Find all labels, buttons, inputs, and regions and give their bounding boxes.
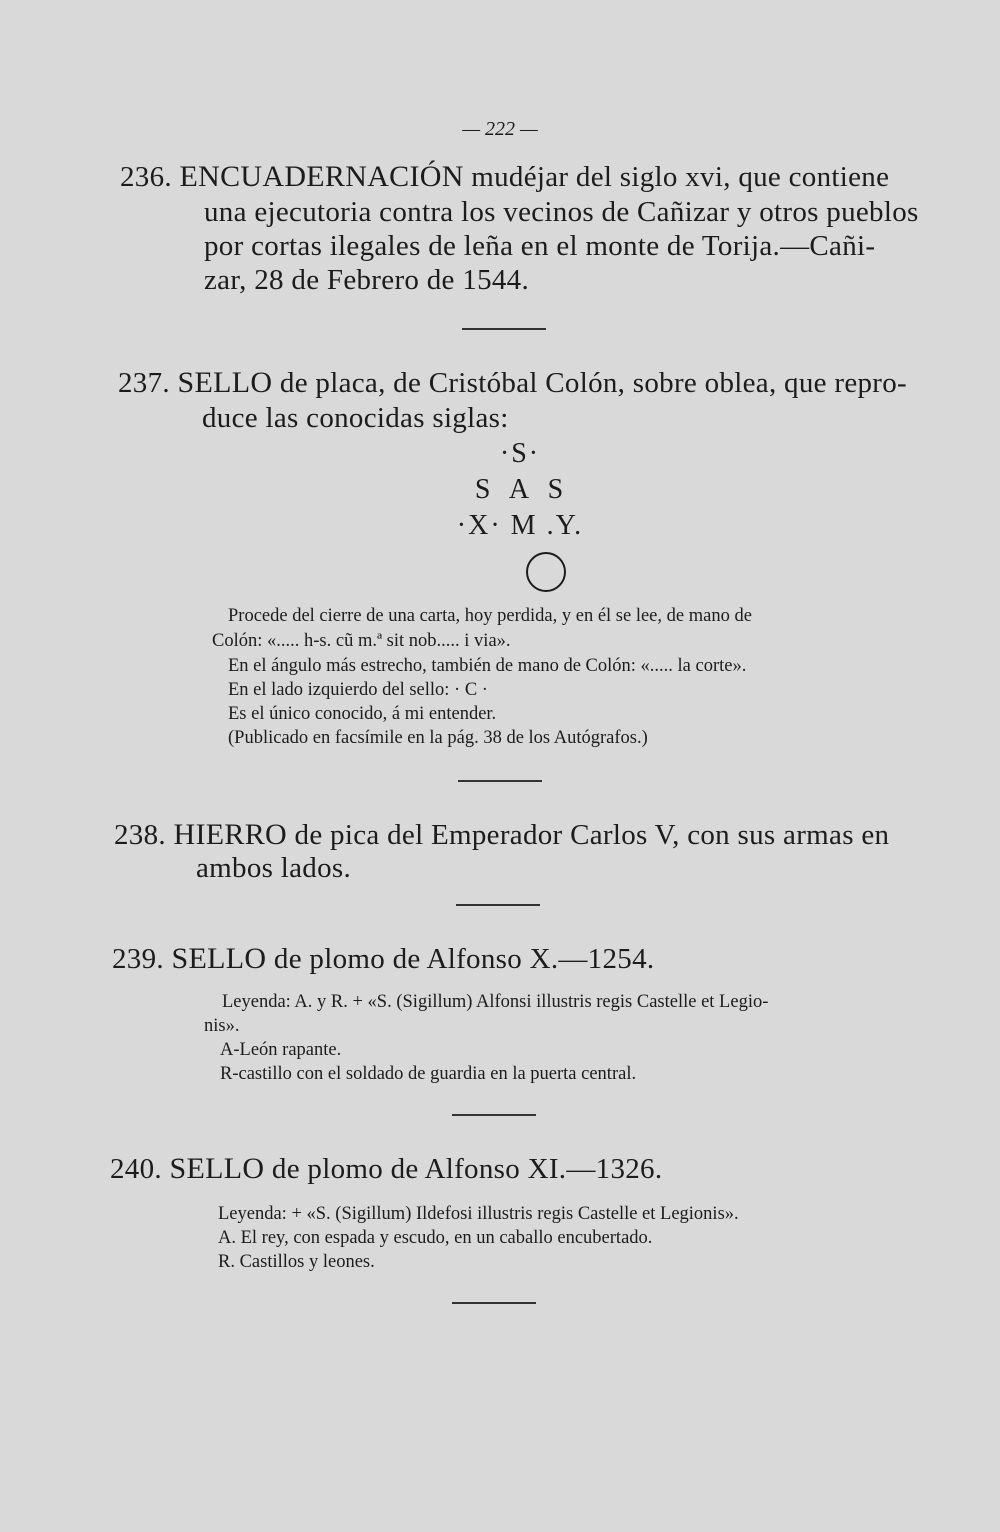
note-line: A. El rey, con espada y escudo, en un caballo encubertado. — [218, 1228, 653, 1248]
section-divider — [452, 1114, 536, 1116]
entry-239-line-1 — [112, 942, 654, 976]
section-divider — [452, 1302, 536, 1304]
entry-text: de plomo de Alfonso X.—1254. — [266, 943, 655, 975]
entry-heading: HIERRO — [173, 818, 287, 851]
entry-238-line-1 — [114, 818, 889, 852]
note-line: R. Castillos y leones. — [218, 1252, 375, 1272]
entry-236-line-2: una ejecutoria contra los vecinos de Cañizar y otros pueblos — [204, 196, 919, 228]
siglas-row-3: ·X· M .Y. — [456, 510, 584, 541]
circle-mark — [526, 552, 566, 592]
entry-text: de pica del Emperador Carlos V, con sus armas en — [286, 819, 890, 851]
page-number: — 222 — — [462, 118, 538, 140]
entry-236-line-4: zar, 28 de Febrero de 1544. — [204, 264, 530, 296]
note-line: Leyenda: A. y R. + «S. (Sigillum) Alfonsi illustris regis Castelle et Legio- — [222, 992, 769, 1012]
entry-heading: SELLO — [169, 1152, 265, 1185]
entry-237-line-2: duce las conocidas siglas: — [202, 402, 509, 434]
entry-237-line-1 — [118, 366, 907, 400]
entry-240-line-1 — [110, 1152, 662, 1186]
entry-heading: SELLO — [177, 366, 273, 399]
siglas-row-2: S A S — [474, 474, 566, 505]
entry-236-line-1 — [120, 160, 889, 194]
note-line: Procede del cierre de una carta, hoy perdida, y en él se lee, de mano de — [228, 606, 752, 626]
section-divider — [456, 904, 540, 906]
note-line: nis». — [204, 1016, 240, 1036]
note-line: Colón: «..... h-s. cũ m.ª sit nob..... i via». — [212, 631, 511, 651]
entry-heading: ENCUADERNACIÓN — [179, 160, 464, 193]
entry-number: 237. — [118, 367, 170, 399]
entry-number: 236. — [120, 161, 172, 193]
note-line: R-castillo con el soldado de guardia en la puerta central. — [220, 1064, 637, 1084]
entry-236-line-3: por cortas ilegales de leña en el monte de Torija.—Cañi- — [204, 230, 876, 262]
entry-text: mudéjar del siglo xvi, que contiene — [463, 161, 890, 193]
entry-text: de plomo de Alfonso XI.—1326. — [264, 1153, 663, 1185]
entry-text: de placa, de Cristóbal Colón, sobre oblea, que repro- — [272, 367, 908, 399]
note-line: Es el único conocido, á mi entender. — [228, 704, 497, 724]
entry-number: 238. — [114, 819, 166, 851]
note-line: En el ángulo más estrecho, también de mano de Colón: «..... la corte». — [228, 656, 747, 676]
note-line: Leyenda: + «S. (Sigillum) Ildefosi illustris regis Castelle et Legionis». — [218, 1204, 739, 1224]
section-divider — [462, 328, 546, 330]
entry-number: 240. — [110, 1153, 162, 1185]
note-line: (Publicado en facsímile en la pág. 38 de los Autógrafos.) — [228, 728, 648, 748]
section-divider — [458, 780, 542, 782]
entry-number: 239. — [112, 943, 164, 975]
siglas-row-1: ·S· — [499, 438, 541, 469]
note-line: A-León rapante. — [220, 1040, 342, 1060]
entry-heading: SELLO — [171, 942, 267, 975]
entry-238-line-2: ambos lados. — [196, 852, 352, 884]
note-line: En el lado izquierdo del sello: · C · — [228, 680, 488, 700]
